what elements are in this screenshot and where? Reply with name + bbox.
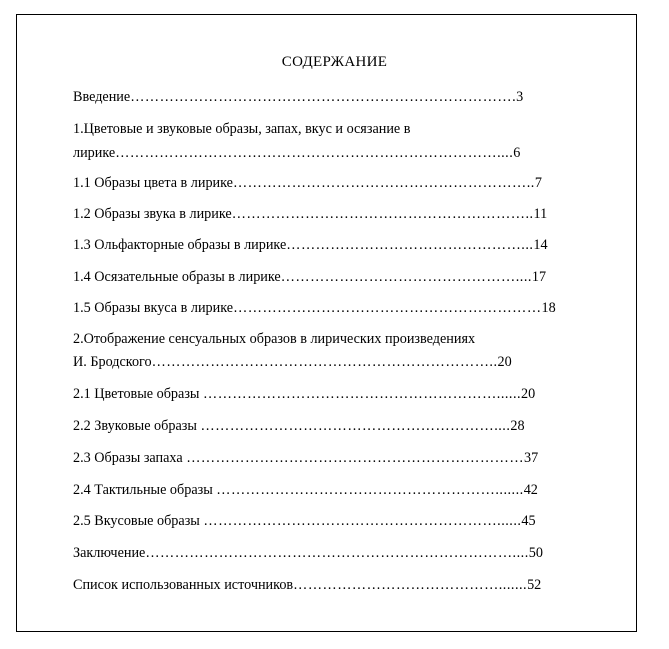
toc-entry-page: 20 xyxy=(497,354,512,370)
toc-entry-page: 52 xyxy=(527,577,542,593)
toc-entry-1-2 xyxy=(73,205,547,223)
toc-entry-leader: …………………………………………………………… xyxy=(186,450,524,466)
toc-entry-first-line: 1.Цветовые и звуковые образы, запах, вкус и осязание в xyxy=(73,121,411,137)
toc-entry-leader: ……………………………………………………...... xyxy=(203,513,522,529)
toc-entry-first-line: 2.Отображение сенсуальных образов в лирических произведениях xyxy=(73,331,476,347)
toc-entry-leader: …………………………………………………….. xyxy=(232,175,535,191)
toc-entry-text: Введение xyxy=(73,89,131,105)
toc-entry-page: 45 xyxy=(521,513,536,529)
toc-entry-page: 6 xyxy=(513,145,521,161)
toc-entry-leader: ……………………………………………………… xyxy=(233,300,542,316)
toc-entry-page: 18 xyxy=(541,300,556,316)
toc-entry-page: 20 xyxy=(521,386,536,402)
toc-entry-bibliography xyxy=(73,576,541,594)
toc-entry-1-4 xyxy=(73,268,546,286)
toc-entry-leader: …………………………………………... xyxy=(286,237,534,253)
toc-entry-2-4 xyxy=(73,481,538,499)
toc-entry-page: 7 xyxy=(534,175,542,191)
toc-entry-leader: …………………………………………………….. xyxy=(231,206,534,222)
toc-entry-1-1 xyxy=(73,174,542,192)
toc-entry-page: 3 xyxy=(516,89,524,105)
page-frame xyxy=(16,14,637,632)
toc-entry-chapter-1 xyxy=(73,144,520,162)
toc-entry-2-2 xyxy=(73,417,525,435)
toc-entry-2-1 xyxy=(73,385,535,403)
toc-entry-introduction xyxy=(73,88,523,106)
toc-entry-text: 2.5 Вкусовые образы xyxy=(73,513,204,529)
toc-entry-text: Список использованных источников xyxy=(73,577,294,593)
toc-entry-page: 11 xyxy=(533,206,548,222)
toc-entry-text: 1.1 Образы цвета в лирике xyxy=(73,175,233,191)
toc-entry-page: 28 xyxy=(510,418,525,434)
toc-entry-2-5 xyxy=(73,512,536,530)
toc-entry-1-5 xyxy=(73,299,556,317)
toc-title: СОДЕРЖАНИЕ xyxy=(281,54,388,70)
toc-entry-leader: ……………………………………………………...... xyxy=(203,386,522,402)
toc-entry-1-3 xyxy=(73,236,548,254)
toc-entry-page: 37 xyxy=(524,450,539,466)
toc-entry-leader: …………………………………………………………….. xyxy=(151,354,498,370)
toc-entry-page: 17 xyxy=(531,269,547,285)
toc-entry-leader: ………………………………………….... xyxy=(280,269,532,285)
toc-entry-page: 50 xyxy=(528,545,543,561)
toc-entry-2-3 xyxy=(73,449,538,467)
toc-entry-text: 2.2 Звуковые образы xyxy=(73,418,201,434)
toc-entry-leader: …………………………………………………….... xyxy=(200,418,511,434)
toc-entry-chapter-2 xyxy=(73,353,512,371)
toc-entry-leader: ………………………………………………………………….... xyxy=(145,545,529,561)
toc-entry-text: 2.4 Тактильные образы xyxy=(73,482,217,498)
toc-entry-text: лирике xyxy=(73,145,116,161)
toc-entry-text: Заключение xyxy=(73,545,146,561)
toc-entry-text: 2.3 Образы запаха xyxy=(73,450,187,466)
toc-entry-leader: ……………………………………....... xyxy=(293,577,528,593)
toc-entry-text: 2.1 Цветовые образы xyxy=(73,386,204,402)
toc-entry-page: 42 xyxy=(523,482,538,498)
toc-entry-leader: …………………………………………………………………….... xyxy=(115,145,514,161)
toc-entry-text: 1.5 Образы вкуса в лирике xyxy=(73,300,234,316)
toc-entry-conclusion xyxy=(73,544,543,562)
toc-entry-leader: ……………………………………………………………………. xyxy=(130,89,517,105)
toc-entry-leader: …………………………………………………....... xyxy=(216,482,524,498)
toc-entry-text: 1.2 Образы звука в лирике xyxy=(73,206,232,222)
toc-entry-text: 1.3 Ольфакторные образы в лирике xyxy=(73,237,287,253)
toc-entry-page: 14 xyxy=(533,237,548,253)
toc-entry-text: И. Бродского xyxy=(73,354,152,370)
toc-entry-text: 1.4 Осязательные образы в лирике xyxy=(73,269,281,285)
